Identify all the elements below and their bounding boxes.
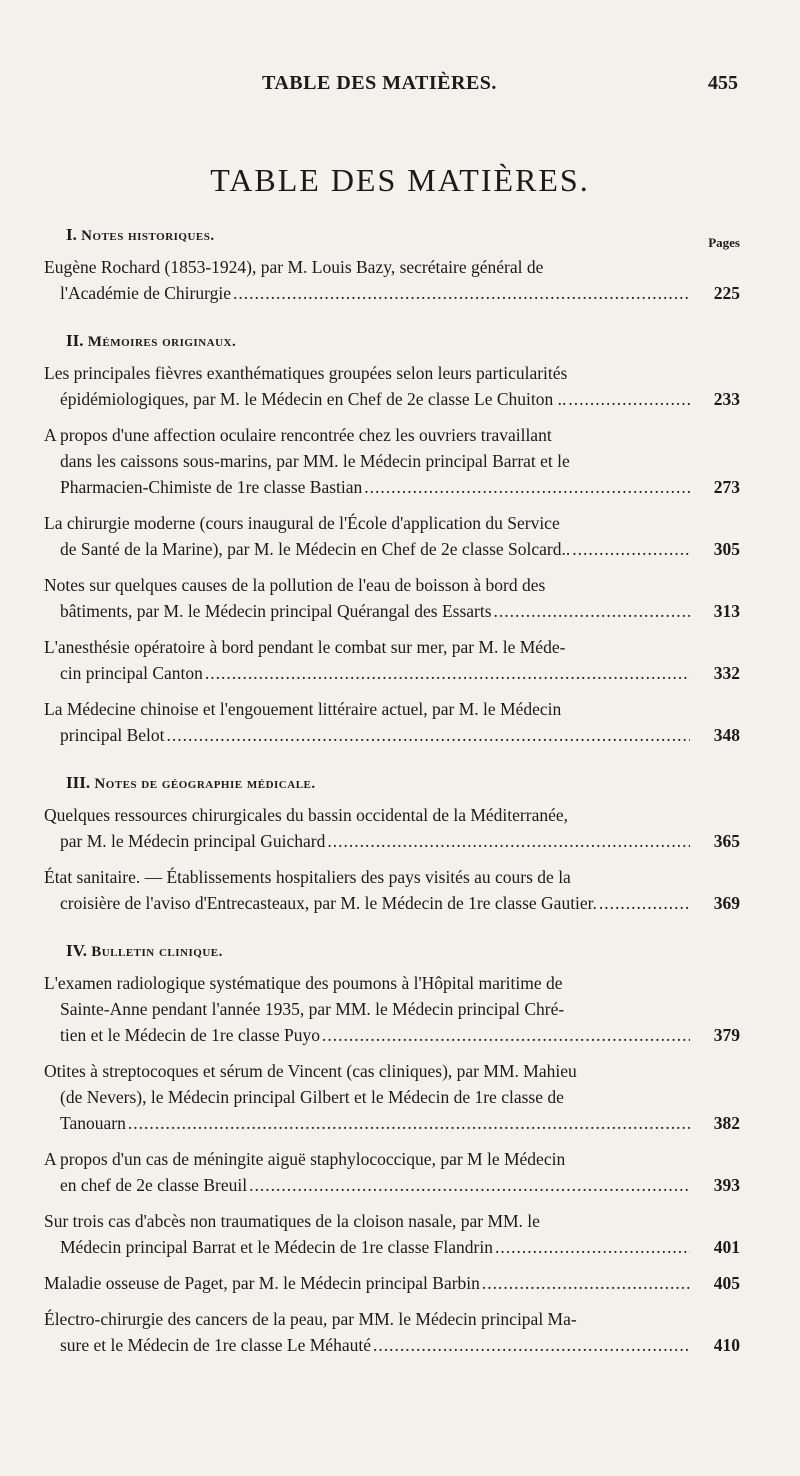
entry-final-line (44, 722, 740, 748)
toc-entry[interactable] (44, 254, 740, 306)
entry-final-line (44, 828, 740, 854)
entry-final-line (44, 1110, 740, 1136)
dot-leader (599, 890, 690, 916)
entry-text-line: Les principales fièvres exanthématiques groupées selon leurs particularités (44, 363, 568, 383)
entry-text-line: cin principal Canton (60, 663, 203, 683)
dot-leader (373, 1332, 690, 1358)
section-name: Mémoires originaux. (87, 334, 237, 350)
entry-text-line: Otites à streptocoques et sérum de Vincent (cas cliniques), par MM. Mahieu (44, 1061, 577, 1081)
toc-entry[interactable] (44, 1208, 740, 1260)
entry-text-line: Sur trois cas d'abcès non traumatiques de la cloison nasale, par MM. le (44, 1211, 540, 1231)
entry-text-line: A propos d'un cas de méningite aiguë staphylococcique, par M le Médecin (44, 1149, 566, 1169)
entry-text-line: État sanitaire. — Établissements hospitaliers des pays visités au cours de la (44, 867, 571, 887)
dot-leader (128, 1110, 690, 1136)
section-heading (66, 328, 740, 354)
entry-text-line: bâtiments, par M. le Médecin principal Quérangal des Essarts (60, 601, 492, 621)
entry-final-line (44, 890, 740, 916)
toc-entry[interactable] (44, 802, 740, 854)
section-number: I. (66, 225, 77, 244)
entry-text-line: dans les caissons sous-marins, par MM. le Médecin principal Barrat et le (60, 451, 570, 471)
dot-leader (572, 536, 690, 562)
toc-entry[interactable] (44, 1058, 740, 1136)
entry-text-line: Pharmacien-Chimiste de 1re classe Bastian (60, 477, 363, 497)
entry-text-line: Notes sur quelques causes de la pollution de l'eau de boisson à bord des (44, 575, 546, 595)
toc-entry[interactable] (44, 634, 740, 686)
entry-final-line (44, 280, 740, 306)
entry-text-line: Médecin principal Barrat et le Médecin de 1re classe Flandrin (60, 1237, 493, 1257)
dot-leader (364, 474, 690, 500)
entry-text-line: épidémiologiques, par M. le Médecin en Chef de 2e classe Le Chuiton .. (60, 389, 567, 409)
toc-entry[interactable] (44, 696, 740, 748)
entry-final-line (44, 1234, 740, 1260)
entry-page-number: 332 (713, 663, 740, 683)
entry-text-line: Quelques ressources chirurgicales du bassin occidental de la Méditerranée, (44, 805, 568, 825)
running-title: TABLE DES MATIÈRES. (262, 72, 497, 94)
entry-page-number: 225 (713, 283, 740, 303)
section-number: III. (66, 773, 91, 792)
entry-final-line (44, 474, 740, 500)
entry-final-line (44, 536, 740, 562)
entry-final-line (44, 598, 740, 624)
entry-final-line (44, 1022, 740, 1048)
entry-final-line (44, 1332, 740, 1358)
entry-text-line: L'anesthésie opératoire à bord pendant le combat sur mer, par M. le Méde- (44, 637, 566, 657)
section-number: II. (66, 331, 84, 350)
entry-page-number: 313 (713, 601, 740, 621)
toc-entry[interactable] (44, 864, 740, 916)
table-of-contents (44, 222, 740, 1368)
entry-page-number: 405 (713, 1273, 740, 1293)
entry-page-number: 401 (713, 1237, 740, 1257)
toc-entry[interactable] (44, 422, 740, 500)
toc-entry[interactable] (44, 572, 740, 624)
dot-leader (568, 386, 690, 412)
entry-text-line: Eugène Rochard (1853-1924), par M. Louis Bazy, secrétaire général de (44, 257, 544, 277)
toc-entry[interactable] (44, 1146, 740, 1198)
dot-leader (495, 1234, 690, 1260)
entry-text-line: Électro-chirurgie des cancers de la peau, par MM. le Médecin principal Ma- (44, 1309, 577, 1329)
dot-leader (322, 1022, 690, 1048)
page-number: 455 (708, 72, 738, 94)
toc-entry[interactable] (44, 1270, 740, 1296)
section-heading (66, 938, 740, 964)
entry-text-line: tien et le Médecin de 1re classe Puyo (60, 1025, 320, 1045)
entry-final-line (44, 1270, 740, 1296)
toc-entry[interactable] (44, 360, 740, 412)
entry-page-number: 379 (713, 1025, 740, 1045)
entry-page-number: 382 (713, 1113, 740, 1133)
toc-entry[interactable] (44, 970, 740, 1048)
section-heading (66, 222, 740, 248)
entry-page-number: 273 (713, 477, 740, 497)
section-name: Notes de géographie médicale. (94, 776, 316, 792)
dot-leader (167, 722, 691, 748)
entry-text-line: Tanouarn (60, 1113, 126, 1133)
toc-entry[interactable] (44, 1306, 740, 1358)
section-heading (66, 770, 740, 796)
entry-text-line: Sainte-Anne pendant l'année 1935, par MM. le Médecin principal Chré- (60, 999, 565, 1019)
dot-leader (327, 828, 690, 854)
pages-column-label: Pages (708, 235, 740, 250)
section-name: Notes historiques. (81, 228, 215, 244)
entry-text-line: croisière de l'aviso d'Entrecasteaux, par M. le Médecin de 1re classe Gautier. (60, 893, 597, 913)
entry-text-line: l'Académie de Chirurgie (60, 283, 231, 303)
section-number: IV. (66, 941, 87, 960)
entry-text-line: Maladie osseuse de Paget, par M. le Médecin principal Barbin (44, 1273, 480, 1293)
dot-leader (482, 1270, 690, 1296)
dot-leader (233, 280, 690, 306)
entry-text-line: par M. le Médecin principal Guichard (60, 831, 326, 851)
entry-text-line: sure et le Médecin de 1re classe Le Méhauté (60, 1335, 371, 1355)
entry-text-line: (de Nevers), le Médecin principal Gilbert et le Médecin de 1re classe de (60, 1087, 564, 1107)
entry-page-number: 393 (713, 1175, 740, 1195)
entry-page-number: 348 (713, 725, 740, 745)
entry-final-line (44, 386, 740, 412)
entry-text-line: La Médecine chinoise et l'engouement littéraire actuel, par M. le Médecin (44, 699, 562, 719)
entry-text-line: L'examen radiologique systématique des poumons à l'Hôpital maritime de (44, 973, 563, 993)
entry-page-number: 305 (713, 539, 740, 559)
entry-page-number: 233 (713, 389, 740, 409)
dot-leader (249, 1172, 690, 1198)
entry-final-line (44, 1172, 740, 1198)
entry-final-line (44, 660, 740, 686)
entry-text-line: La chirurgie moderne (cours inaugural de l'École d'application du Service (44, 513, 560, 533)
page-title: TABLE DES MATIÈRES. (210, 162, 590, 198)
entry-page-number: 410 (713, 1335, 740, 1355)
running-head (0, 72, 800, 104)
entry-text-line: de Santé de la Marine), par M. le Médecin en Chef de 2e classe Solcard.. (60, 539, 571, 559)
dot-leader (494, 598, 690, 624)
entry-page-number: 365 (713, 831, 740, 851)
entry-text-line: A propos d'une affection oculaire rencontrée chez les ouvriers travaillant (44, 425, 552, 445)
entry-text-line: principal Belot (60, 725, 165, 745)
section-name: Bulletin clinique. (91, 944, 223, 960)
entry-page-number: 369 (713, 893, 740, 913)
toc-entry[interactable] (44, 510, 740, 562)
entry-text-line: en chef de 2e classe Breuil (60, 1175, 248, 1195)
dot-leader (205, 660, 690, 686)
